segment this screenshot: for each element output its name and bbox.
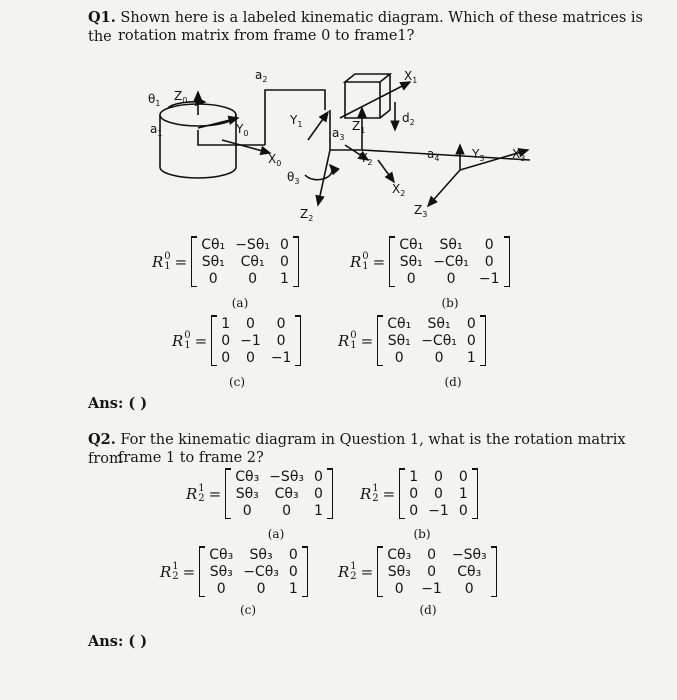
- matrix-cell: 0: [446, 270, 456, 287]
- matrix-cell: −1: [240, 332, 261, 349]
- matrix-body: [191, 236, 299, 287]
- matrix-cell: −1: [270, 349, 292, 366]
- prismatic-box-top: [345, 74, 390, 82]
- matrix-cell: Cθ₃: [274, 485, 299, 502]
- matrix-cell: 0: [276, 315, 286, 332]
- matrix-cell: 0: [409, 485, 419, 502]
- matrix-cell: 0: [406, 270, 416, 287]
- q1-option-c: [172, 315, 301, 366]
- label-z3: $Z_3$: [414, 203, 428, 219]
- matrix: [338, 315, 486, 366]
- matrix-lhs: R 1 2 =: [160, 560, 196, 582]
- matrix-name: R: [350, 252, 362, 271]
- matrix-cell: 0: [282, 502, 292, 519]
- matrix-cell: 0: [409, 502, 419, 519]
- q2-line1: For the kinematic diagram in Question 1, what is the rotation matrix from: [88, 432, 626, 467]
- matrix-name: R: [338, 562, 350, 581]
- matrix-cell: 1: [314, 502, 323, 519]
- matrix-name: R: [160, 562, 172, 581]
- label-x3: $X_3$: [512, 147, 526, 163]
- label-z2: $Z_2$: [300, 207, 314, 223]
- matrix-sub: 1: [164, 260, 171, 272]
- matrix-sup: 0: [350, 329, 357, 341]
- matrix-body: [199, 546, 308, 597]
- label-a3: $a_3$: [332, 126, 345, 142]
- matrix-cell: 0: [458, 502, 468, 519]
- matrix-cell: −Cθ₁: [433, 253, 469, 270]
- matrix-name: R: [186, 484, 198, 503]
- matrix-cell: 1: [280, 270, 289, 287]
- matrix-sub: 2: [350, 570, 357, 582]
- matrix-cell: Sθ₁: [387, 332, 411, 349]
- q2-line2: frame 1 to frame 2?: [118, 450, 264, 466]
- matrix-cell: 0: [314, 485, 323, 502]
- matrix-cell: Sθ₁: [399, 253, 423, 270]
- matrix-cell: 0: [208, 270, 218, 287]
- matrix-cell: 0: [434, 485, 443, 502]
- q1-number: Q1.: [88, 9, 116, 26]
- matrix-cell: 1: [221, 315, 231, 332]
- q1-option-b-label: (b): [441, 296, 459, 310]
- x0-axis: [222, 140, 270, 153]
- matrix-cell: Cθ₃: [387, 546, 412, 563]
- matrix-name: R: [172, 331, 184, 350]
- label-d2: $d_2$: [402, 111, 415, 127]
- label-x0: $X_0$: [268, 152, 282, 168]
- matrix-name: R: [338, 331, 350, 350]
- matrix-sup: 1: [372, 482, 379, 494]
- q2-option-a-label: (a): [267, 527, 285, 541]
- matrix-cell: −Cθ₃: [243, 563, 279, 580]
- matrix-sub: 2: [172, 570, 179, 582]
- label-y1: $Y_1$: [290, 113, 303, 129]
- matrix-sup: 1: [198, 482, 205, 494]
- q1-option-b: [350, 236, 510, 287]
- matrix-lhs: R 0 1 =: [172, 329, 208, 351]
- matrix-cell: 0: [288, 563, 298, 580]
- q2-option-c-label: (c): [239, 603, 257, 617]
- q1-option-d: [338, 315, 486, 366]
- matrix-cell: 1: [458, 485, 468, 502]
- q2-option-b-label: (b): [413, 527, 431, 541]
- label-a4: $a_4$: [427, 147, 440, 163]
- matrix-cell: −Sθ₃: [451, 546, 487, 563]
- theta3-arc: [305, 165, 332, 180]
- matrix-cell: 0: [242, 502, 252, 519]
- label-z0: $Z_0$: [174, 89, 188, 105]
- matrix-sup: 0: [184, 329, 191, 341]
- matrix-cell: Sθ₃: [209, 563, 233, 580]
- label-y3: $Y_3$: [472, 147, 485, 163]
- matrix-lhs: R 1 2 =: [360, 482, 396, 504]
- matrix-cell: 0: [466, 315, 476, 332]
- matrix-cell: 0: [246, 349, 255, 366]
- matrix-cell: 1: [288, 580, 298, 597]
- matrix-cell: Cθ₁: [399, 236, 424, 253]
- label-theta3: $\theta_3$: [287, 170, 300, 186]
- matrix-body: [225, 468, 333, 519]
- q1-option-a: [152, 236, 299, 287]
- matrix-cell: 0: [221, 349, 231, 366]
- matrix-cell: Cθ₁: [240, 253, 265, 270]
- link-a4: [362, 150, 530, 160]
- matrix: [186, 468, 333, 519]
- matrix-cell: 0: [256, 580, 266, 597]
- label-y0: $Y_0$: [236, 122, 249, 138]
- q1-line2: rotation matrix from frame 0 to frame1?: [118, 28, 415, 44]
- matrix-cell: Sθ₁: [201, 253, 225, 270]
- q2-option-c: [160, 546, 308, 597]
- q2-number: Q2.: [88, 431, 116, 448]
- matrix-sub: 2: [198, 492, 205, 504]
- matrix-cell: 0: [427, 563, 436, 580]
- matrix-name: R: [152, 252, 164, 271]
- matrix-body: [389, 236, 509, 287]
- matrix: [152, 236, 299, 287]
- q1-option-d-label: (d): [444, 375, 462, 389]
- matrix-cell: 0: [280, 236, 289, 253]
- matrix-name: R: [360, 484, 372, 503]
- matrix: [338, 546, 497, 597]
- matrix-lhs: R 1 2 =: [338, 560, 374, 582]
- q1-line1: Shown here is a labeled kinematic diagram. Which of these matrices is the: [88, 10, 643, 45]
- label-x1: $X_1$: [404, 69, 418, 85]
- matrix-cell: 0: [427, 546, 436, 563]
- matrix-cell: 1: [409, 468, 419, 485]
- matrix-cell: 0: [276, 332, 286, 349]
- matrix-cell: 0: [248, 270, 258, 287]
- matrix-cell: 0: [288, 546, 298, 563]
- matrix-body: [377, 315, 486, 366]
- matrix-cell: Sθ₃: [387, 563, 411, 580]
- matrix-cell: 0: [434, 349, 444, 366]
- x1-axis: [340, 82, 410, 118]
- matrix-cell: −Sθ₁: [235, 236, 270, 253]
- q2-option-a: [186, 468, 333, 519]
- matrix-body: [377, 546, 496, 597]
- matrix-cell: 0: [216, 580, 226, 597]
- matrix: [350, 236, 510, 287]
- matrix-lhs: R 1 2 =: [186, 482, 222, 504]
- matrix-cell: Sθ₁: [427, 315, 451, 332]
- q1-option-c-label: (c): [228, 375, 246, 389]
- matrix-sup: 1: [172, 560, 179, 572]
- matrix-cell: 0: [394, 349, 404, 366]
- y0-axis: [198, 118, 238, 128]
- matrix-cell: 0: [458, 468, 468, 485]
- x2-axis: [378, 160, 394, 182]
- matrix-cell: −1: [421, 580, 442, 597]
- matrix-cell: −Sθ₃: [269, 468, 304, 485]
- matrix-cell: Sθ₃: [249, 546, 273, 563]
- label-x2: $X_2$: [392, 182, 406, 198]
- q2-option-d-label: (d): [419, 603, 437, 617]
- matrix-cell: −1: [428, 502, 449, 519]
- matrix-body: [211, 315, 301, 366]
- matrix-sub: 2: [372, 492, 379, 504]
- matrix-cell: 1: [466, 349, 476, 366]
- kinematic-diagram: [0, 0, 677, 235]
- q2-option-d: [338, 546, 497, 597]
- matrix-sup: 1: [350, 560, 357, 572]
- matrix-cell: Sθ₁: [439, 236, 463, 253]
- matrix-cell: Sθ₃: [235, 485, 259, 502]
- label-a2: $a_2$: [255, 68, 268, 84]
- matrix-body: [399, 468, 477, 519]
- matrix-sub: 1: [184, 339, 191, 351]
- matrix: [360, 468, 478, 519]
- z3-axis: [428, 170, 460, 206]
- q1-answer-blank[interactable]: Ans: ( ): [88, 395, 148, 412]
- matrix-cell: 0: [246, 315, 255, 332]
- q2-answer-blank[interactable]: Ans: ( ): [88, 633, 148, 650]
- matrix-cell: 0: [484, 253, 494, 270]
- matrix-cell: 0: [314, 468, 323, 485]
- matrix-cell: 0: [484, 236, 494, 253]
- matrix-lhs: R 0 1 =: [338, 329, 374, 351]
- matrix-cell: −Cθ₁: [421, 332, 457, 349]
- matrix-cell: 0: [464, 580, 474, 597]
- matrix-sup: 0: [164, 250, 171, 262]
- matrix-sub: 1: [350, 339, 357, 351]
- label-z1: $Z_1$: [352, 119, 366, 135]
- matrix-cell: 0: [434, 468, 443, 485]
- matrix-cell: Cθ₃: [457, 563, 482, 580]
- matrix-cell: 0: [466, 332, 476, 349]
- label-theta1: $\theta_1$: [148, 92, 161, 108]
- matrix-lhs: R 0 1 =: [350, 250, 386, 272]
- label-a1: $a_1$: [150, 122, 163, 138]
- matrix-cell: Cθ₃: [235, 468, 260, 485]
- matrix: [172, 315, 301, 366]
- matrix-cell: Cθ₁: [201, 236, 226, 253]
- label-y2: $Y_2$: [360, 151, 373, 167]
- matrix-cell: 0: [280, 253, 289, 270]
- q2-option-b: [360, 468, 478, 519]
- matrix-sup: 0: [362, 250, 369, 262]
- matrix-cell: Cθ₃: [209, 546, 234, 563]
- matrix-cell: Cθ₁: [387, 315, 412, 332]
- matrix-lhs: R 0 1 =: [152, 250, 188, 272]
- matrix-sub: 1: [362, 260, 369, 272]
- y1-axis: [308, 112, 328, 140]
- matrix-cell: −1: [478, 270, 500, 287]
- matrix-cell: 0: [221, 332, 231, 349]
- matrix: [160, 546, 308, 597]
- matrix-cell: 0: [394, 580, 404, 597]
- q1-option-a-label: (a): [231, 296, 249, 310]
